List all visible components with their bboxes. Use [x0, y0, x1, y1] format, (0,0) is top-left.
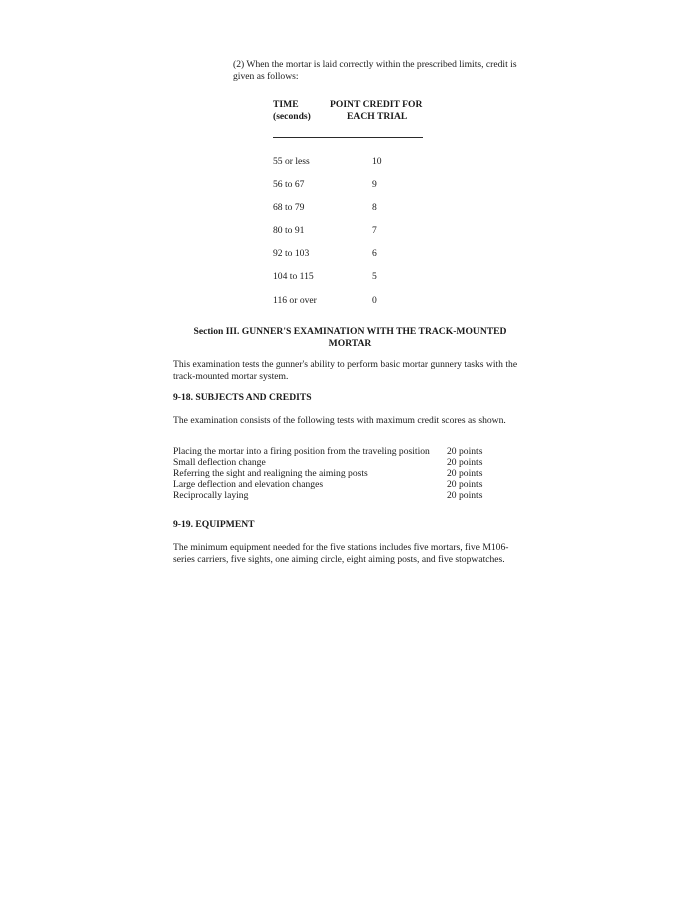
test-points: 20 points: [447, 457, 483, 468]
table-cell-time: 116 or over: [273, 295, 317, 306]
table-cell-time: 104 to 115: [273, 271, 314, 282]
table-header-credit: [330, 99, 440, 122]
test-points: 20 points: [447, 490, 483, 501]
subjects-paragraph: The examination consists of the following tests with maximum credit scores as shown.: [173, 415, 506, 426]
table-header-time-line1: TIME: [273, 99, 299, 110]
test-points: 20 points: [447, 468, 483, 479]
table-header-credit-line2: EACH TRIAL: [347, 110, 408, 122]
table-cell-credit: 5: [372, 271, 377, 282]
table-cell-credit: 9: [372, 179, 377, 190]
equipment-paragraph: The minimum equipment needed for the five stations includes five mortars, five M106-series carriers, five sights, one aiming circle, eight aiming posts, and five stopwatches.: [173, 542, 509, 565]
section-title-line1: Section III. GUNNER'S EXAMINATION WITH THE TRACK-MOUNTED: [193, 326, 507, 337]
section-title: [170, 326, 530, 349]
table-cell-credit: 10: [372, 156, 382, 167]
table-header-time-line2: (seconds): [273, 110, 311, 122]
test-name: Small deflection change: [173, 457, 266, 468]
test-name: Reciprocally laying: [173, 490, 249, 501]
subjects-heading: 9-18. SUBJECTS AND CREDITS: [173, 392, 312, 403]
table-cell-time: 92 to 103: [273, 248, 310, 259]
section-title-line2: MORTAR: [328, 337, 372, 349]
table-cell-credit: 0: [372, 295, 377, 306]
table-header-credit-line1: POINT CREDIT FOR: [330, 99, 423, 110]
table-cell-time: 68 to 79: [273, 202, 305, 213]
test-name: Placing the mortar into a firing position from the traveling position: [173, 446, 430, 457]
test-name: Referring the sight and realigning the aiming posts: [173, 468, 368, 479]
test-name: Large deflection and elevation changes: [173, 479, 324, 490]
table-cell-credit: 7: [372, 225, 377, 236]
section-paragraph: This examination tests the gunner's ability to perform basic mortar gunnery tasks with the track-mounted mortar system.: [173, 359, 518, 382]
table-cell-time: 80 to 91: [273, 225, 305, 236]
equipment-heading: 9-19. EQUIPMENT: [173, 519, 255, 530]
intro-paragraph: (2) When the mortar is laid correctly within the prescribed limits, credit is given as follows:: [233, 59, 517, 82]
table-cell-credit: 8: [372, 202, 377, 213]
table-cell-time: 55 or less: [273, 156, 310, 167]
test-points: 20 points: [447, 446, 483, 457]
table-cell-time: 56 to 67: [273, 179, 305, 190]
table-header-time: [273, 99, 333, 122]
table-header-rule: [273, 137, 423, 138]
table-cell-credit: 6: [372, 248, 377, 259]
test-points: 20 points: [447, 479, 483, 490]
